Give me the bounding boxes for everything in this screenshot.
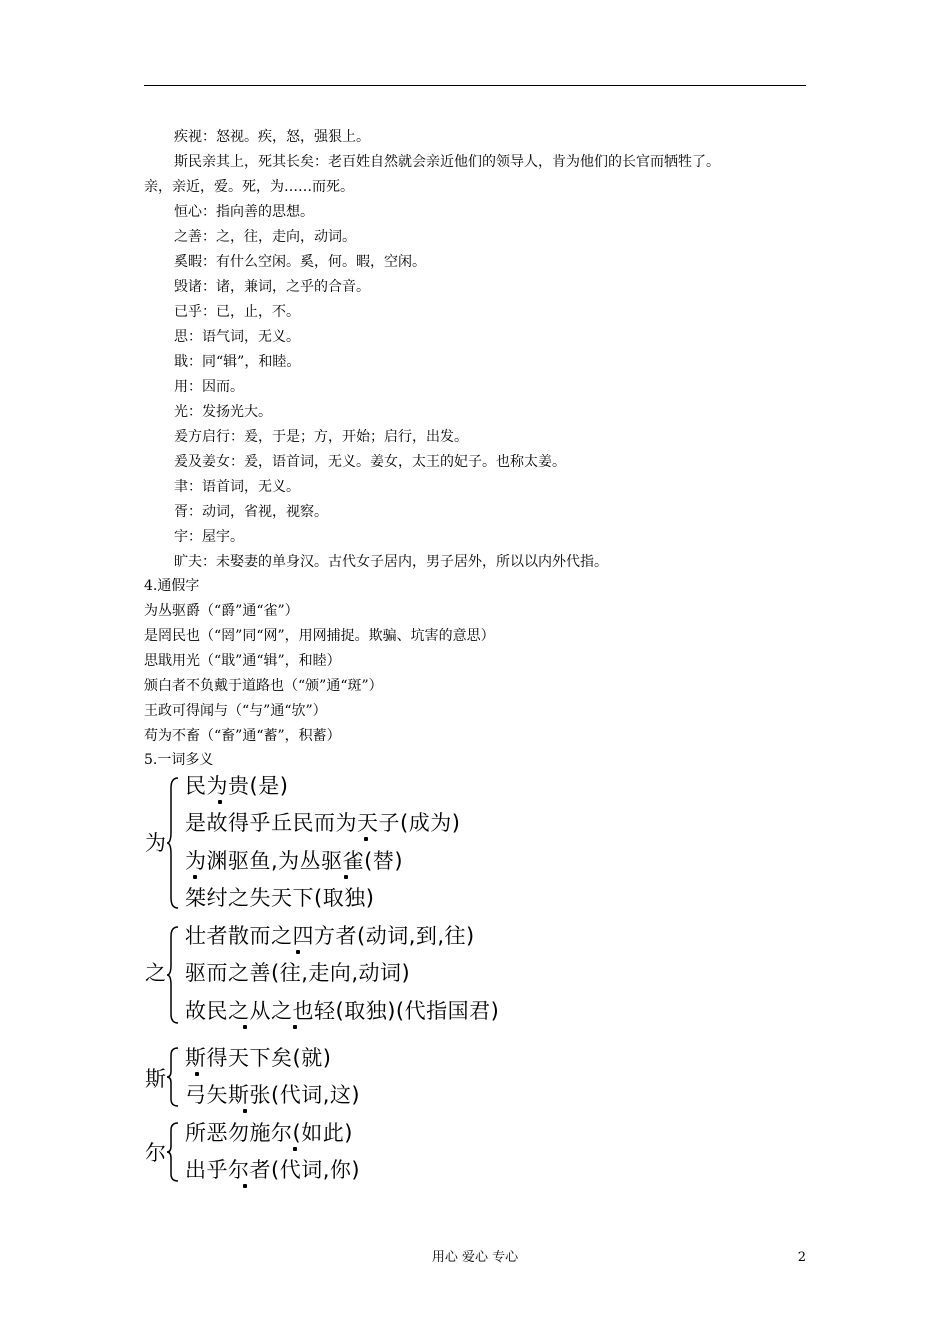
note-line: 光：发扬光大。 (174, 404, 272, 420)
polysemy-example: 驱而之善(往,走向,动词) (185, 961, 411, 985)
emphasis-dot (243, 1184, 247, 1188)
note-line: 戢：同“辑”，和睦。 (174, 354, 301, 370)
note-line: 已乎：已，止，不。 (174, 304, 300, 320)
page-number: 2 (797, 1250, 806, 1265)
polysemy-example: 桀纣之失天下(取独) (185, 886, 375, 910)
section-heading-tongjiazi: 4.通假字 (144, 578, 200, 594)
tongjiazi-item: 思戢用光（“戢”通“辑”，和睦） (144, 653, 341, 669)
polysemy-example: 是故得乎丘民而为天子(成为) (185, 811, 461, 835)
left-brace-icon (166, 776, 180, 910)
polysemy-example: 出乎尔者(代词,你) (185, 1158, 361, 1182)
note-line: 亲，亲近，爱。死，为……而死。 (144, 179, 354, 195)
note-line: 之善：之，往，走向，动词。 (174, 229, 356, 245)
polysemy-example: 民为贵(是) (185, 774, 289, 798)
note-line: 爰及姜女：爰，语首词，无义。姜女，太王的妃子。也称太姜。 (174, 454, 566, 470)
emphasis-dot (195, 1072, 199, 1076)
polysemy-example: 斯得天下矣(就) (185, 1046, 332, 1070)
left-brace-icon (166, 1121, 180, 1183)
note-line: 奚暇：有什么空闲。奚，何。暇，空闲。 (174, 254, 426, 270)
tongjiazi-item: 是罔民也（“罔”同“网”，用网捕捉。欺骗、坑害的意思） (144, 628, 495, 644)
emphasis-dot (364, 837, 368, 841)
left-brace-icon (166, 925, 180, 1025)
polysemy-example: 所恶勿施尔(如此) (185, 1121, 353, 1145)
note-line: 爰方启行：爰，于是；方，开始；启行，出发。 (174, 429, 468, 445)
footer-motto: 用心 爱心 专心 (431, 1250, 519, 1265)
polysemy-headword: 之 (145, 961, 166, 985)
section-heading-polysemy: 5.一词多义 (144, 752, 214, 768)
emphasis-dot (296, 950, 300, 954)
emphasis-dot (193, 875, 197, 879)
polysemy-headword: 为 (145, 831, 166, 855)
polysemy-example: 弓矢斯张(代词,这) (185, 1083, 361, 1107)
note-line: 宇：屋宇。 (174, 529, 244, 545)
polysemy-example: 故民之从之也轻(取独)(代指国君) (185, 999, 500, 1023)
emphasis-dot (218, 800, 222, 804)
polysemy-example: 壮者散而之四方者(动词,到,往) (185, 924, 475, 948)
emphasis-dot (293, 1025, 297, 1029)
header-rule (144, 85, 806, 86)
note-line: 旷夫：未娶妻的单身汉。古代女子居内，男子居外，所以以内外代指。 (174, 554, 608, 570)
polysemy-headword: 尔 (145, 1141, 166, 1165)
emphasis-dot (344, 875, 348, 879)
tongjiazi-item: 为丛驱爵（“爵”通“雀”） (144, 603, 299, 619)
polysemy-example: 为渊驱鱼,为丛驱雀(替) (185, 849, 404, 873)
polysemy-headword: 斯 (145, 1067, 166, 1091)
emphasis-dot (293, 1147, 297, 1151)
tongjiazi-item: 颁白者不负戴于道路也（“颁”通“斑”） (144, 678, 383, 694)
tongjiazi-item: 王政可得闻与（“与”通“欤”） (144, 703, 327, 719)
note-line: 思：语气词，无义。 (174, 329, 300, 345)
left-brace-icon (166, 1046, 180, 1108)
note-line: 用：因而。 (174, 379, 244, 395)
note-line: 斯民亲其上，死其长矣：老百姓自然就会亲近他们的领导人，肯为他们的长官而牺牲了。 (174, 154, 720, 170)
note-line: 胥：动词，省视，视察。 (174, 504, 328, 520)
tongjiazi-item: 苟为不畜（“畜”通“蓄”，积蓄） (144, 728, 341, 744)
emphasis-dot (243, 1025, 247, 1029)
note-line: 疾视：怒视。疾，怒，强狠上。 (174, 129, 370, 145)
note-line: 聿：语首词，无义。 (174, 479, 300, 495)
note-line: 毁诸：诸，兼词，之乎的合音。 (174, 279, 370, 295)
note-line: 恒心：指向善的思想。 (174, 204, 314, 220)
emphasis-dot (243, 1109, 247, 1113)
